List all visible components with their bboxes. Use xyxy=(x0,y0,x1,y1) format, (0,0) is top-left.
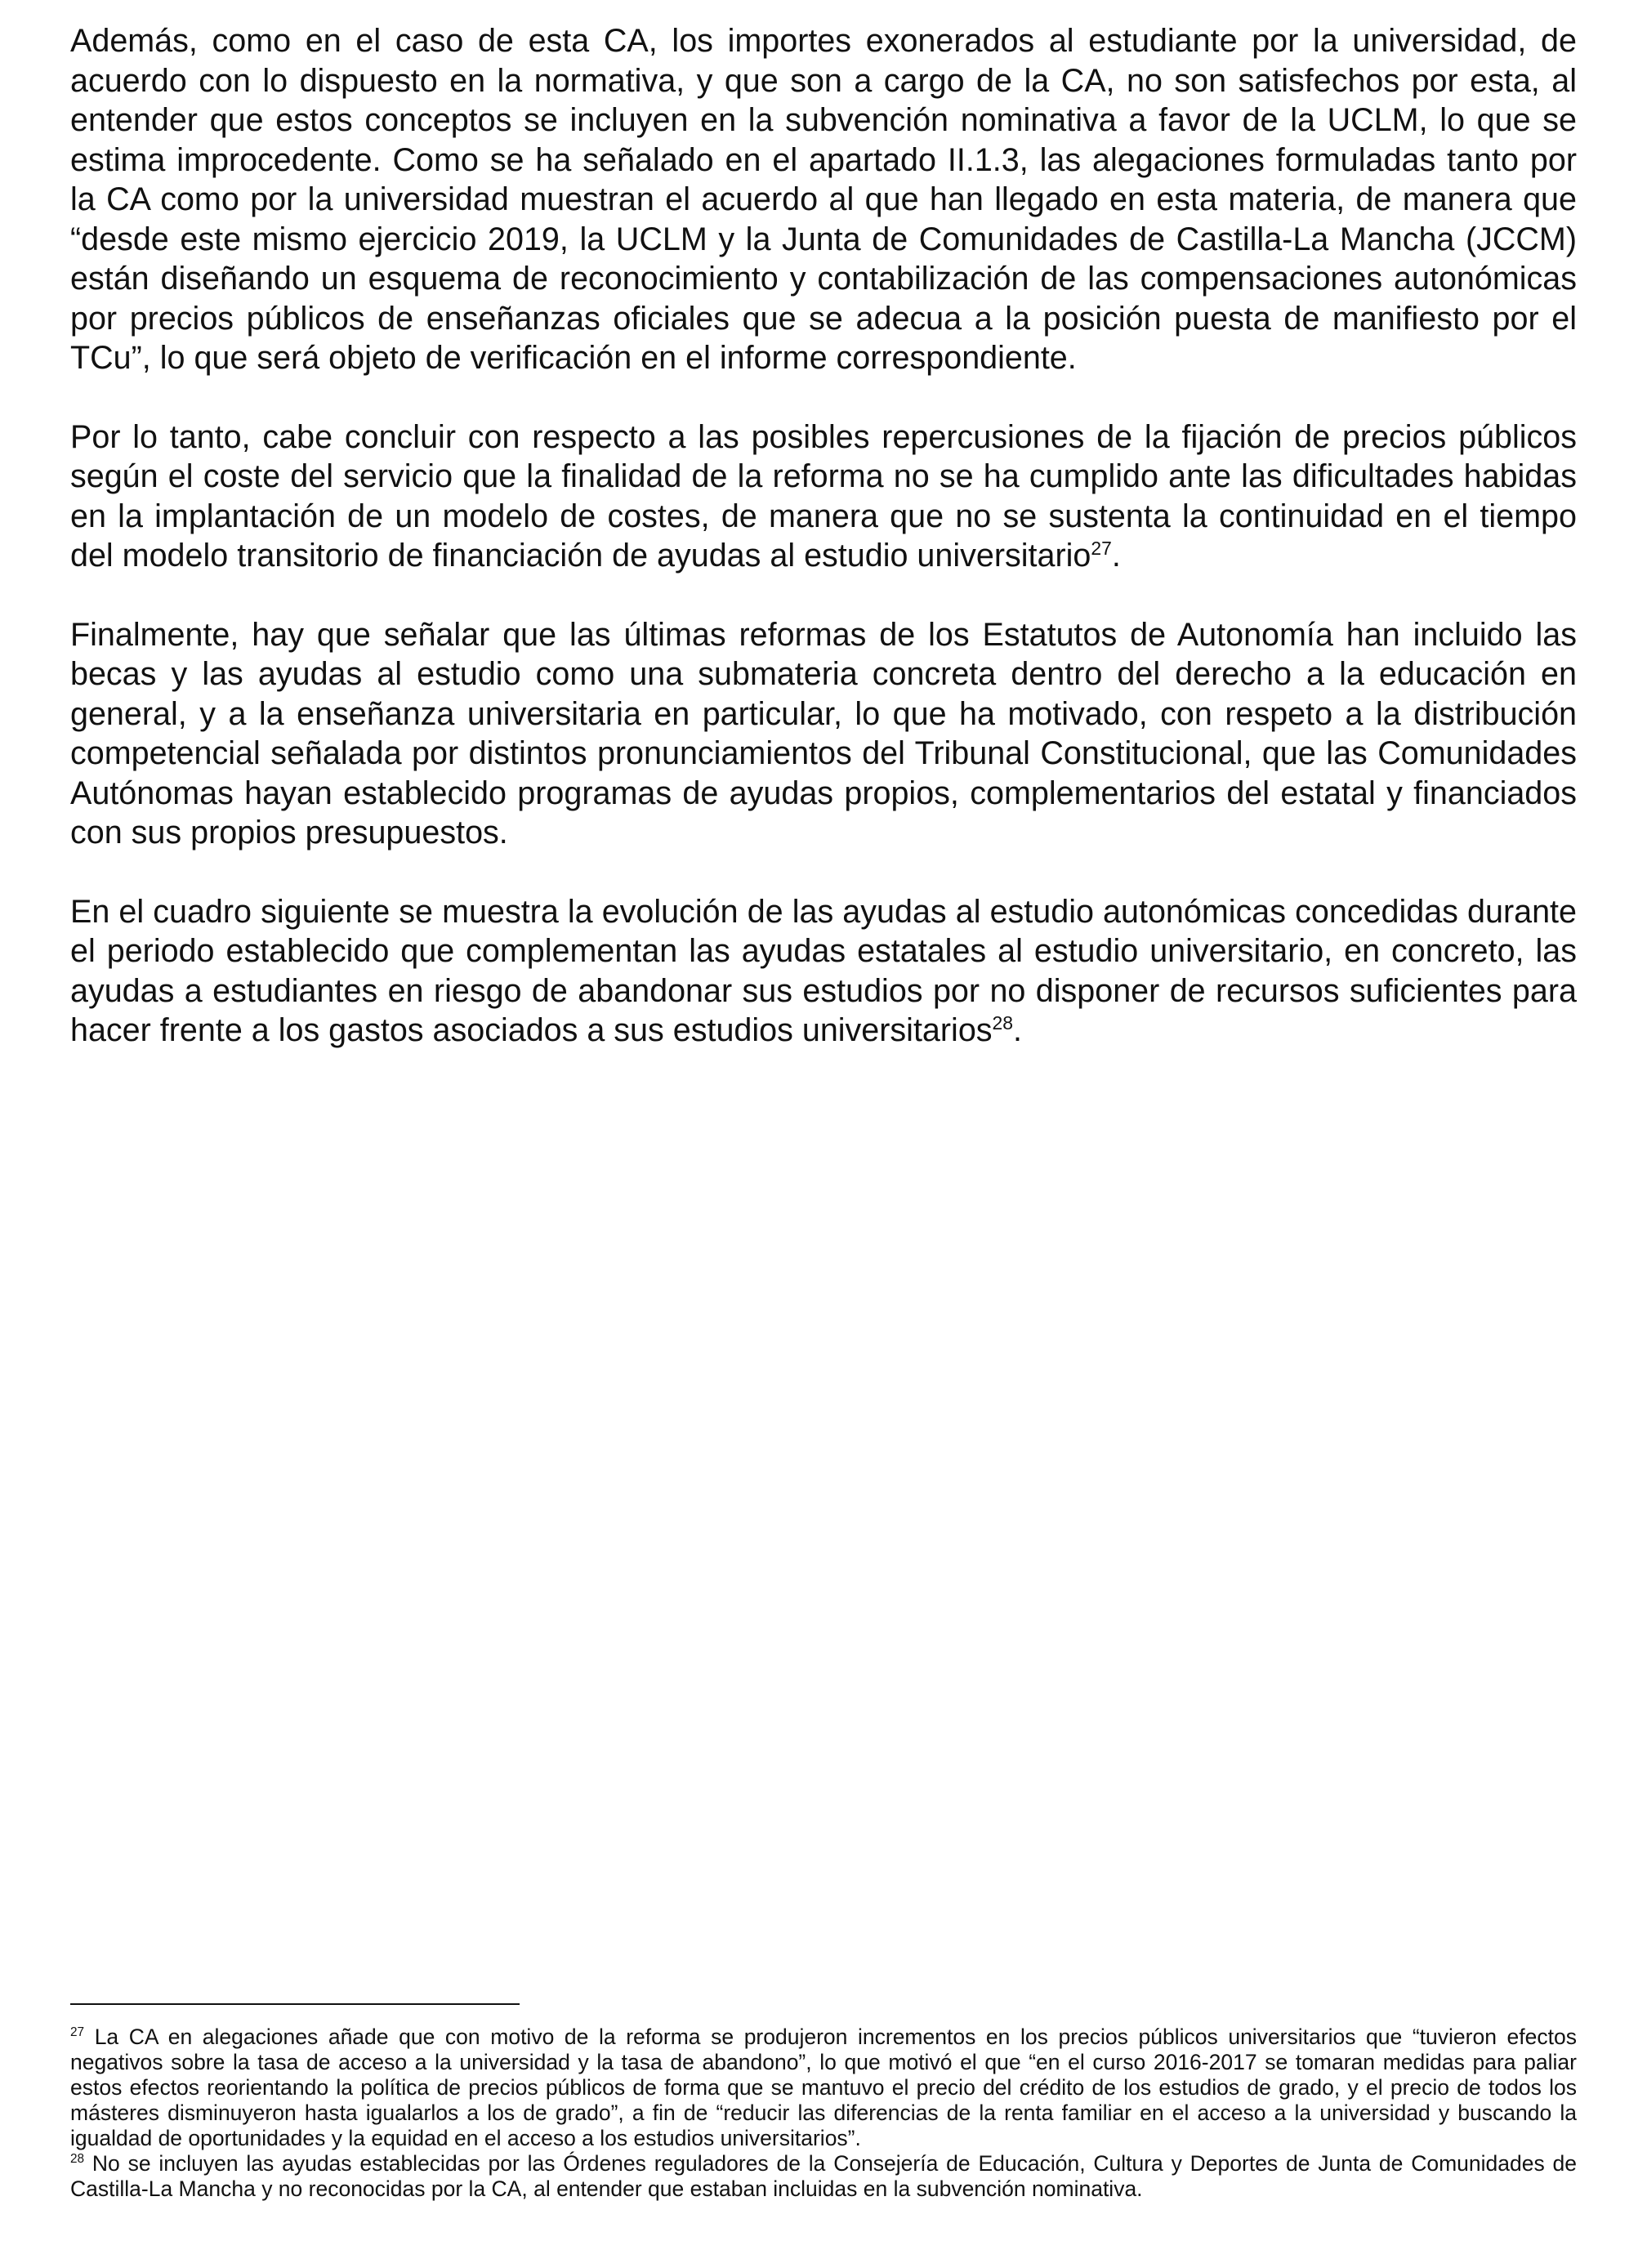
footnote-28-text: No se incluyen las ayudas establecidas por las Órdenes reguladores de la Consejería de Educación, Cultura y Deportes de Junta de Comunidades de Castilla-La Mancha y no reconocidas por la CA, al entender que estaban incluidas en la subvención nominativa. xyxy=(70,2151,1577,2201)
footnote-ref-27[interactable]: 27 xyxy=(1091,537,1112,559)
paragraph-4 xyxy=(70,892,1577,1051)
paragraph-3 xyxy=(70,615,1577,853)
paragraph-1 xyxy=(70,21,1577,378)
paragraph-4-end: . xyxy=(1013,1012,1023,1048)
document-body xyxy=(70,21,1577,1090)
footnote-28-number: 28 xyxy=(70,2152,85,2167)
footnote-27-text: La CA en alegaciones añade que con motivo de la reforma se produjeron incrementos en los precios públicos universitarios que “tuvieron efectos negativos sobre la tasa de acceso a la universidad y la tasa de abandono”, lo que motivó el que “en el curso 2016-2017 se tomaran medidas para paliar estos efectos reorientando la política de precios públicos de forma que se mantuvo el precio del crédito de los estudios de grado, y el precio de todos los másteres disminuyeron hasta igualarlos a los de grado”, a fin de “reducir las diferencias de la renta familiar en el acceso a la universidad y buscando la igualdad de oportunidades y la equidad en el acceso a los estudios universitarios”. xyxy=(70,2025,1577,2150)
footnote-28 xyxy=(70,2151,1577,2202)
paragraph-2-text: Por lo tanto, cabe concluir con respecto a las posibles repercusiones de la fijación de precios públicos según el coste del servicio que la finalidad de la reforma no se ha cumplido ante las dificultades habidas en la implantación de un modelo de costes, de manera que no se sustenta la continuidad en el tiempo del modelo transitorio de financiación de ayudas al estudio universitario xyxy=(70,418,1577,574)
paragraph-1-text: Además, como en el caso de esta CA, los importes exonerados al estudiante por la universidad, de acuerdo con lo dispuesto en la normativa, y que son a cargo de la CA, no son satisfechos por esta, al entender que estos conceptos se incluyen en la subvención nominativa a favor de la UCLM, lo que se estima improcedente. Como se ha señalado en el apartado II.1.3, las alegaciones formuladas tanto por la CA como por la universidad muestran el acuerdo al que han llegado en esta materia, de manera que “desde este mismo ejercicio 2019, la UCLM y la Junta de Comunidades de Castilla-La Mancha (JCCM) están diseñando un esquema de reconocimiento y contabilización de las compensaciones autonómicas por precios públicos de enseñanzas oficiales que se adecua a la posición puesta de manifiesto por el TCu”, lo que será objeto de verificación en el informe correspondiente. xyxy=(70,23,1577,376)
footnote-27-number: 27 xyxy=(70,2025,85,2040)
footnotes-section xyxy=(70,2003,1577,2202)
footnote-ref-28[interactable]: 28 xyxy=(992,1011,1014,1034)
paragraph-3-text: Finalmente, hay que señalar que las últimas reformas de los Estatutos de Autonomía han incluido las becas y las ayudas al estudio como una submateria concreta dentro del derecho a la educación en general, y a la enseñanza universitaria en particular, lo que ha motivado, con respeto a la distribución competencial señalada por distintos pronunciamientos del Tribunal Constitucional, que las Comunidades Autónomas hayan establecido programas de ayudas propios, complementarios del estatal y financiados con sus propios presupuestos. xyxy=(70,616,1577,850)
footnote-27 xyxy=(70,2025,1577,2151)
paragraph-4-text: En el cuadro siguiente se muestra la evolución de las ayudas al estudio autonómicas concedidas durante el periodo establecido que complementan las ayudas estatales al estudio universitario, en concreto, las ayudas a estudiantes en riesgo de abandonar sus estudios por no disponer de recursos suficientes para hacer frente a los gastos asociados a sus estudios universitarios xyxy=(70,893,1577,1048)
paragraph-2-end: . xyxy=(1111,538,1121,574)
footnote-divider xyxy=(70,2003,520,2005)
paragraph-2 xyxy=(70,417,1577,576)
